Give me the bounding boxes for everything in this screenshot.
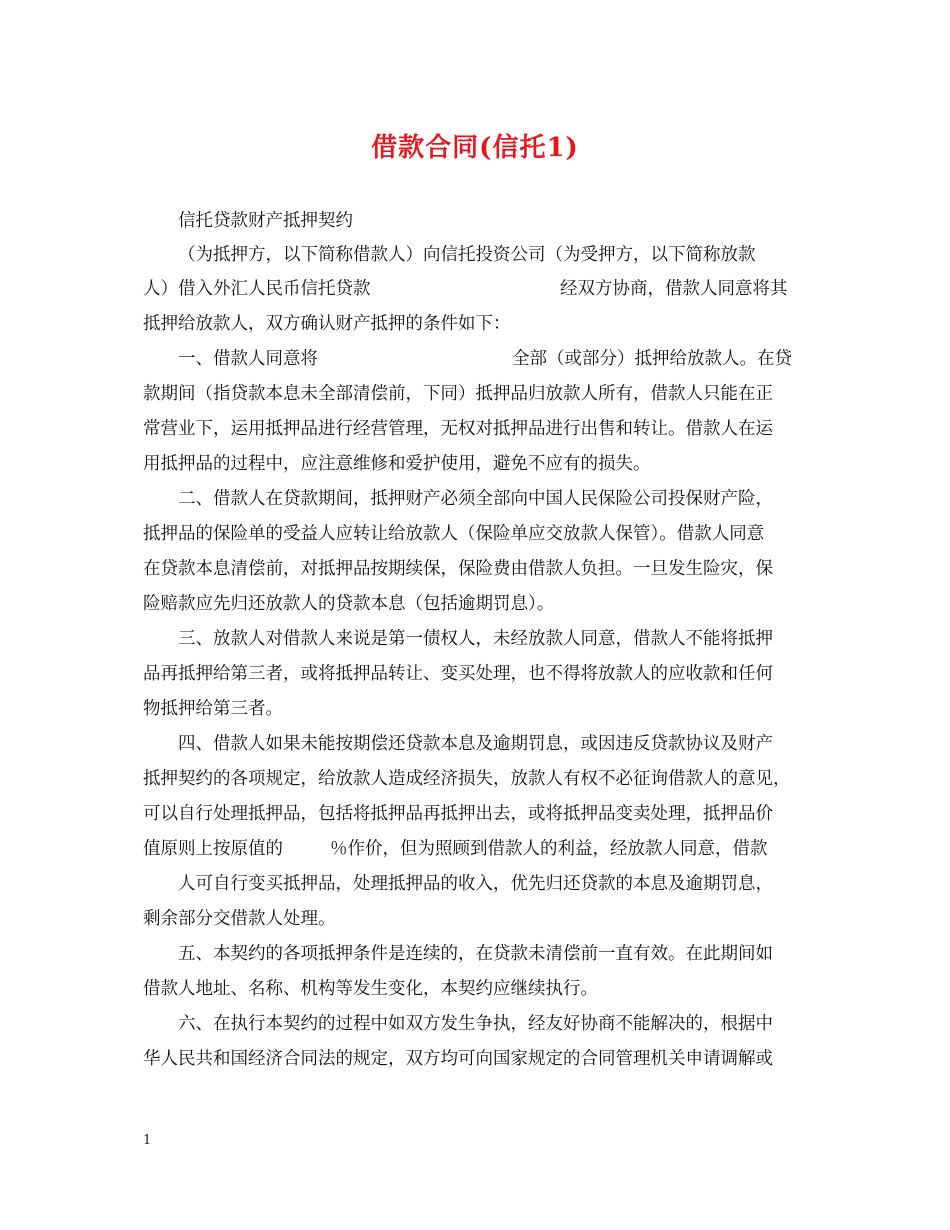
text-line: 常营业下，运用抵押品进行经营管理，无权对抵押品进行出售和转让。借款人在运 [143, 419, 773, 439]
text-line: 经双方协商，借款人同意将其 [560, 279, 788, 299]
text-line: 借款人地址、名称、机构等发生变化，本契约应继续执行。 [143, 979, 598, 999]
text-line: 全部（或部分）抵押给放款人。在贷 [512, 349, 792, 369]
text-line: 剩余部分交借款人处理。 [143, 909, 336, 929]
text-line: 三、放款人对借款人来说是第一债权人，未经放款人同意，借款人不能将抵押 [178, 629, 773, 649]
text-line: 值原则上按原值的 [143, 839, 283, 859]
text-line: 可以自行处理抵押品，包括将抵押品再抵押出去，或将抵押品变卖处理，抵押品价 [143, 804, 773, 824]
text-line: 人）借入外汇人民币信托贷款 [143, 279, 371, 299]
text-line: 品再抵押给第三者，或将抵押品转让、变买处理，也不得将放款人的应收款和任何 [143, 664, 773, 684]
page-number: 1 [143, 1133, 152, 1148]
text-line: 六、在执行本契约的过程中如双方发生争执，经友好协商不能解决的，根据中 [178, 1014, 773, 1034]
text-line: 险赔款应先归还放款人的贷款本息（包括逾期罚息）。 [143, 594, 555, 614]
text-line: 在贷款本息清偿前，对抵押品按期续保，保险费由借款人负担。一旦发生险灾，保 [143, 559, 773, 579]
text-line: 用抵押品的过程中，应注意维修和爱护使用，避免不应有的损失。 [143, 454, 651, 474]
text-line: 人可自行变买抵押品，处理抵押品的收入，优先归还贷款的本息及逾期罚息， [178, 874, 773, 894]
page-title: 借款合同(信托1) [371, 133, 579, 163]
text-line: 一、借款人同意将 [178, 349, 318, 369]
text-line: 抵押给放款人，双方确认财产抵押的条件如下： [143, 314, 511, 334]
text-line: 五、本契约的各项抵押条件是连续的，在贷款未清偿前一直有效。在此期间如 [178, 944, 773, 964]
text-line: 华人民共和国经济合同法的规定，双方均可向国家规定的合同管理机关申请调解或 [143, 1049, 773, 1069]
text-line: 款期间（指贷款本息未全部清偿前，下同）抵押品归放款人所有，借款人只能在正 [143, 384, 773, 404]
text-line: 抵押契约的各项规定，给放款人造成经济损失，放款人有权不必征询借款人的意见， [143, 769, 791, 789]
text-line: 四、借款人如果未能按期偿还贷款本息及逾期罚息，或因违反贷款协议及财产 [178, 734, 773, 754]
text-line: ％作价，但为照顾到借款人的利益，经放款人同意，借款 [330, 839, 768, 859]
text-line: 物抵押给第三者。 [143, 699, 283, 719]
contract-subtitle: 信托贷款财产抵押契约 [178, 211, 353, 231]
text-line: （为抵押方，以下简称借款人）向信托投资公司（为受押方，以下简称放款 [178, 245, 756, 265]
text-line: 二、借款人在贷款期间，抵押财产必须全部向中国人民保险公司投保财产险， [178, 489, 773, 509]
text-line: 抵押品的保险单的受益人应转让给放款人（保险单应交放款人保管）。借款人同意 [143, 524, 765, 544]
